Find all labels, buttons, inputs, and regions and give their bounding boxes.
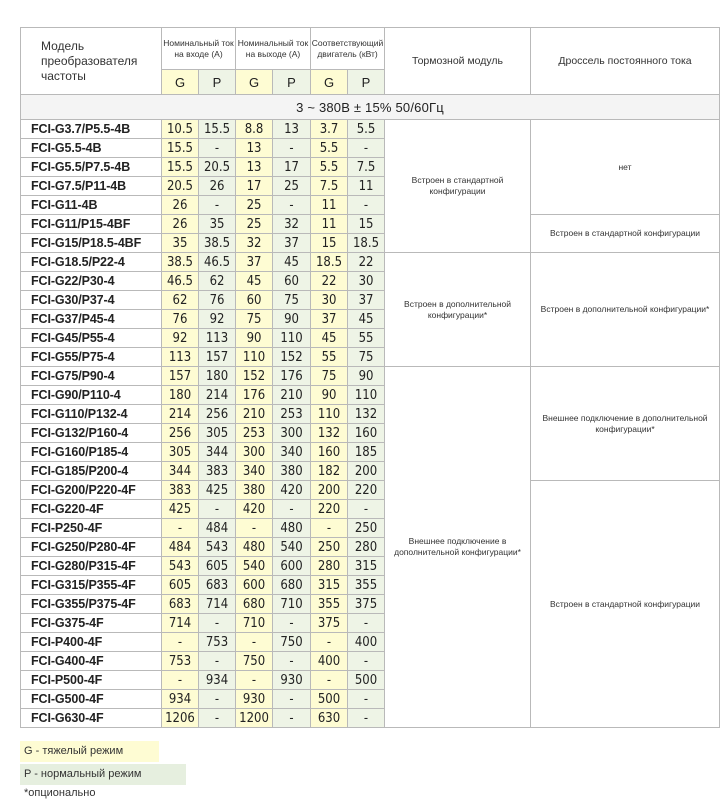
- header-motor-p: P: [348, 70, 385, 95]
- output-p-cell: -: [273, 652, 311, 671]
- model-cell: FCI-G37/P45-4: [21, 310, 162, 329]
- input-p-cell: -: [199, 500, 236, 519]
- input-g-cell: 62: [162, 291, 199, 310]
- output-g-cell: 110: [236, 348, 273, 367]
- motor-p-cell: 22: [348, 253, 385, 272]
- output-p-cell: 32: [273, 215, 311, 234]
- input-g-cell: 180: [162, 386, 199, 405]
- output-g-cell: 750: [236, 652, 273, 671]
- motor-g-cell: 45: [311, 329, 348, 348]
- motor-p-cell: 250: [348, 519, 385, 538]
- output-g-cell: 1200: [236, 709, 273, 728]
- motor-p-cell: 500: [348, 671, 385, 690]
- legend-g: G - тяжелый режим: [20, 741, 159, 762]
- output-g-cell: -: [236, 671, 273, 690]
- motor-g-cell: 280: [311, 557, 348, 576]
- motor-g-cell: 182: [311, 462, 348, 481]
- output-p-cell: -: [273, 690, 311, 709]
- output-g-cell: 152: [236, 367, 273, 386]
- output-p-cell: 110: [273, 329, 311, 348]
- input-p-cell: 92: [199, 310, 236, 329]
- input-p-cell: 15.5: [199, 120, 236, 139]
- output-p-cell: 37: [273, 234, 311, 253]
- header-model: Модель преобразователя частоты: [21, 28, 162, 95]
- output-p-cell: 540: [273, 538, 311, 557]
- output-g-cell: 45: [236, 272, 273, 291]
- output-g-cell: 13: [236, 139, 273, 158]
- input-p-cell: 20.5: [199, 158, 236, 177]
- output-g-cell: 13: [236, 158, 273, 177]
- header-input-current: Номинальный ток на входе (А): [162, 28, 236, 70]
- motor-p-cell: 110: [348, 386, 385, 405]
- output-g-cell: 253: [236, 424, 273, 443]
- input-p-cell: 256: [199, 405, 236, 424]
- output-p-cell: 90: [273, 310, 311, 329]
- motor-g-cell: -: [311, 671, 348, 690]
- input-p-cell: 157: [199, 348, 236, 367]
- motor-p-cell: -: [348, 196, 385, 215]
- output-p-cell: 13: [273, 120, 311, 139]
- model-cell: FCI-P250-4F: [21, 519, 162, 538]
- motor-g-cell: 7.5: [311, 177, 348, 196]
- model-cell: FCI-G220-4F: [21, 500, 162, 519]
- input-g-cell: 256: [162, 424, 199, 443]
- output-g-cell: 8.8: [236, 120, 273, 139]
- model-cell: FCI-P400-4F: [21, 633, 162, 652]
- input-p-cell: 934: [199, 671, 236, 690]
- output-g-cell: 680: [236, 595, 273, 614]
- output-p-cell: 45: [273, 253, 311, 272]
- output-g-cell: 17: [236, 177, 273, 196]
- motor-g-cell: 3.7: [311, 120, 348, 139]
- brake-group-cell: Встроен в дополнительной конфигурации*: [385, 253, 531, 367]
- table-row: [21, 367, 720, 386]
- brake-group-cell: Встроен в стандартной конфигурации: [385, 120, 531, 253]
- input-p-cell: -: [199, 139, 236, 158]
- choke-group-cell: Встроен в стандартной конфигурации: [531, 481, 720, 728]
- motor-p-cell: 5.5: [348, 120, 385, 139]
- motor-g-cell: 90: [311, 386, 348, 405]
- motor-g-cell: 220: [311, 500, 348, 519]
- model-cell: FCI-G7.5/P11-4B: [21, 177, 162, 196]
- output-g-cell: 340: [236, 462, 273, 481]
- motor-g-cell: 5.5: [311, 158, 348, 177]
- motor-p-cell: -: [348, 690, 385, 709]
- motor-g-cell: 355: [311, 595, 348, 614]
- motor-p-cell: 55: [348, 329, 385, 348]
- motor-g-cell: -: [311, 633, 348, 652]
- input-g-cell: 383: [162, 481, 199, 500]
- motor-g-cell: 630: [311, 709, 348, 728]
- header-input-p: P: [199, 70, 236, 95]
- output-p-cell: 680: [273, 576, 311, 595]
- model-cell: FCI-G630-4F: [21, 709, 162, 728]
- motor-g-cell: 11: [311, 196, 348, 215]
- model-cell: FCI-G500-4F: [21, 690, 162, 709]
- output-g-cell: 710: [236, 614, 273, 633]
- input-p-cell: 35: [199, 215, 236, 234]
- output-g-cell: 75: [236, 310, 273, 329]
- model-cell: FCI-G45/P55-4: [21, 329, 162, 348]
- input-p-cell: 305: [199, 424, 236, 443]
- model-cell: FCI-G55/P75-4: [21, 348, 162, 367]
- input-p-cell: 543: [199, 538, 236, 557]
- input-p-cell: 714: [199, 595, 236, 614]
- input-p-cell: 753: [199, 633, 236, 652]
- motor-g-cell: 160: [311, 443, 348, 462]
- model-cell: FCI-G15/P18.5-4BF: [21, 234, 162, 253]
- table-row: [21, 120, 720, 139]
- output-p-cell: 300: [273, 424, 311, 443]
- output-g-cell: 480: [236, 538, 273, 557]
- input-p-cell: 26: [199, 177, 236, 196]
- motor-p-cell: 315: [348, 557, 385, 576]
- motor-g-cell: 22: [311, 272, 348, 291]
- model-cell: FCI-G200/P220-4F: [21, 481, 162, 500]
- output-p-cell: 480: [273, 519, 311, 538]
- output-g-cell: 37: [236, 253, 273, 272]
- model-cell: FCI-G18.5/P22-4: [21, 253, 162, 272]
- motor-g-cell: 75: [311, 367, 348, 386]
- motor-g-cell: 11: [311, 215, 348, 234]
- input-p-cell: -: [199, 614, 236, 633]
- input-g-cell: 425: [162, 500, 199, 519]
- model-cell: FCI-G375-4F: [21, 614, 162, 633]
- table-row: [21, 215, 720, 234]
- output-p-cell: 930: [273, 671, 311, 690]
- input-p-cell: -: [199, 709, 236, 728]
- input-p-cell: 62: [199, 272, 236, 291]
- input-p-cell: 383: [199, 462, 236, 481]
- output-p-cell: 600: [273, 557, 311, 576]
- motor-p-cell: -: [348, 139, 385, 158]
- motor-g-cell: 315: [311, 576, 348, 595]
- output-p-cell: 340: [273, 443, 311, 462]
- motor-p-cell: 18.5: [348, 234, 385, 253]
- output-g-cell: 380: [236, 481, 273, 500]
- input-p-cell: 214: [199, 386, 236, 405]
- motor-p-cell: 75: [348, 348, 385, 367]
- motor-g-cell: 30: [311, 291, 348, 310]
- input-g-cell: 934: [162, 690, 199, 709]
- output-g-cell: -: [236, 633, 273, 652]
- motor-p-cell: 220: [348, 481, 385, 500]
- motor-g-cell: 132: [311, 424, 348, 443]
- output-g-cell: 210: [236, 405, 273, 424]
- input-p-cell: 484: [199, 519, 236, 538]
- motor-p-cell: 375: [348, 595, 385, 614]
- input-p-cell: 683: [199, 576, 236, 595]
- input-p-cell: 46.5: [199, 253, 236, 272]
- motor-p-cell: 37: [348, 291, 385, 310]
- motor-g-cell: 37: [311, 310, 348, 329]
- output-p-cell: -: [273, 139, 311, 158]
- input-g-cell: 10.5: [162, 120, 199, 139]
- motor-p-cell: 30: [348, 272, 385, 291]
- output-p-cell: 750: [273, 633, 311, 652]
- voltage-row: 3 ~ 380В ± 15% 50/60Гц: [21, 95, 720, 120]
- motor-p-cell: 90: [348, 367, 385, 386]
- motor-p-cell: 185: [348, 443, 385, 462]
- motor-g-cell: 400: [311, 652, 348, 671]
- model-cell: FCI-G250/P280-4F: [21, 538, 162, 557]
- input-g-cell: 683: [162, 595, 199, 614]
- motor-g-cell: 110: [311, 405, 348, 424]
- header-motor-g: G: [311, 70, 348, 95]
- model-cell: FCI-G30/P37-4: [21, 291, 162, 310]
- spec-table: [20, 27, 720, 728]
- motor-g-cell: -: [311, 519, 348, 538]
- motor-p-cell: -: [348, 500, 385, 519]
- output-p-cell: 380: [273, 462, 311, 481]
- input-p-cell: 605: [199, 557, 236, 576]
- motor-g-cell: 500: [311, 690, 348, 709]
- motor-p-cell: 160: [348, 424, 385, 443]
- output-p-cell: -: [273, 614, 311, 633]
- input-g-cell: 15.5: [162, 139, 199, 158]
- input-p-cell: -: [199, 652, 236, 671]
- motor-g-cell: 200: [311, 481, 348, 500]
- model-cell: FCI-G5.5/P7.5-4B: [21, 158, 162, 177]
- output-p-cell: 60: [273, 272, 311, 291]
- motor-p-cell: 11: [348, 177, 385, 196]
- output-p-cell: 152: [273, 348, 311, 367]
- input-g-cell: 46.5: [162, 272, 199, 291]
- motor-p-cell: 7.5: [348, 158, 385, 177]
- model-cell: FCI-G3.7/P5.5-4B: [21, 120, 162, 139]
- choke-group-cell: Встроен в дополнительной конфигурации*: [531, 253, 720, 367]
- input-g-cell: -: [162, 633, 199, 652]
- output-p-cell: -: [273, 500, 311, 519]
- output-p-cell: -: [273, 196, 311, 215]
- choke-group-cell: нет: [531, 120, 720, 215]
- output-g-cell: 25: [236, 196, 273, 215]
- input-g-cell: 344: [162, 462, 199, 481]
- model-cell: FCI-G5.5-4B: [21, 139, 162, 158]
- output-g-cell: 25: [236, 215, 273, 234]
- model-cell: FCI-G280/P315-4F: [21, 557, 162, 576]
- input-g-cell: 92: [162, 329, 199, 348]
- output-p-cell: 210: [273, 386, 311, 405]
- output-g-cell: 90: [236, 329, 273, 348]
- output-p-cell: 75: [273, 291, 311, 310]
- motor-p-cell: 355: [348, 576, 385, 595]
- input-g-cell: 26: [162, 215, 199, 234]
- output-g-cell: 176: [236, 386, 273, 405]
- output-p-cell: 176: [273, 367, 311, 386]
- model-cell: FCI-G315/P355-4F: [21, 576, 162, 595]
- legend-p: P - нормальный режим: [20, 764, 186, 785]
- input-p-cell: -: [199, 690, 236, 709]
- model-cell: FCI-G355/P375-4F: [21, 595, 162, 614]
- motor-g-cell: 18.5: [311, 253, 348, 272]
- input-g-cell: 543: [162, 557, 199, 576]
- input-g-cell: 157: [162, 367, 199, 386]
- motor-p-cell: 132: [348, 405, 385, 424]
- input-p-cell: 344: [199, 443, 236, 462]
- input-g-cell: 484: [162, 538, 199, 557]
- input-g-cell: 113: [162, 348, 199, 367]
- motor-p-cell: -: [348, 652, 385, 671]
- model-cell: FCI-G132/P160-4: [21, 424, 162, 443]
- input-p-cell: 76: [199, 291, 236, 310]
- output-g-cell: 420: [236, 500, 273, 519]
- motor-p-cell: -: [348, 614, 385, 633]
- model-cell: FCI-G400-4F: [21, 652, 162, 671]
- input-g-cell: 605: [162, 576, 199, 595]
- input-g-cell: 26: [162, 196, 199, 215]
- motor-p-cell: -: [348, 709, 385, 728]
- table-row: [21, 253, 720, 272]
- input-g-cell: 15.5: [162, 158, 199, 177]
- motor-g-cell: 55: [311, 348, 348, 367]
- output-g-cell: 600: [236, 576, 273, 595]
- output-g-cell: 60: [236, 291, 273, 310]
- output-g-cell: 32: [236, 234, 273, 253]
- motor-g-cell: 15: [311, 234, 348, 253]
- input-g-cell: 76: [162, 310, 199, 329]
- choke-group-cell: Внешнее подключение в дополнительной конфигурации*: [531, 367, 720, 481]
- output-p-cell: 17: [273, 158, 311, 177]
- output-p-cell: 420: [273, 481, 311, 500]
- input-p-cell: 38.5: [199, 234, 236, 253]
- input-g-cell: 305: [162, 443, 199, 462]
- header-brake: Тормозной модуль: [385, 28, 531, 95]
- model-cell: FCI-P500-4F: [21, 671, 162, 690]
- motor-g-cell: 375: [311, 614, 348, 633]
- model-cell: FCI-G11-4B: [21, 196, 162, 215]
- header-output-g: G: [236, 70, 273, 95]
- input-g-cell: -: [162, 671, 199, 690]
- header-output-current: Номинальный ток на выходе (А): [236, 28, 311, 70]
- input-g-cell: 38.5: [162, 253, 199, 272]
- output-g-cell: 930: [236, 690, 273, 709]
- motor-p-cell: 200: [348, 462, 385, 481]
- header-output-p: P: [273, 70, 311, 95]
- output-p-cell: 710: [273, 595, 311, 614]
- output-p-cell: -: [273, 709, 311, 728]
- input-g-cell: 35: [162, 234, 199, 253]
- output-g-cell: 540: [236, 557, 273, 576]
- model-cell: FCI-G11/P15-4BF: [21, 215, 162, 234]
- output-p-cell: 25: [273, 177, 311, 196]
- legend-note: *опционально: [24, 787, 96, 799]
- input-g-cell: 714: [162, 614, 199, 633]
- brake-group-cell: Внешнее подключение в дополнительной конфигурации*: [385, 367, 531, 728]
- motor-g-cell: 250: [311, 538, 348, 557]
- output-g-cell: -: [236, 519, 273, 538]
- motor-p-cell: 280: [348, 538, 385, 557]
- input-g-cell: 20.5: [162, 177, 199, 196]
- input-p-cell: 180: [199, 367, 236, 386]
- output-g-cell: 300: [236, 443, 273, 462]
- motor-g-cell: 5.5: [311, 139, 348, 158]
- motor-p-cell: 45: [348, 310, 385, 329]
- model-cell: FCI-G110/P132-4: [21, 405, 162, 424]
- input-g-cell: 753: [162, 652, 199, 671]
- model-cell: FCI-G75/P90-4: [21, 367, 162, 386]
- model-cell: FCI-G185/P200-4: [21, 462, 162, 481]
- spec-table-wrap: [20, 27, 720, 728]
- input-g-cell: 1206: [162, 709, 199, 728]
- output-p-cell: 253: [273, 405, 311, 424]
- input-p-cell: -: [199, 196, 236, 215]
- header-choke: Дроссель постоянного тока: [531, 28, 720, 95]
- motor-p-cell: 15: [348, 215, 385, 234]
- model-cell: FCI-G160/P185-4: [21, 443, 162, 462]
- choke-group-cell: Встроен в стандартной конфигурации: [531, 215, 720, 253]
- input-g-cell: 214: [162, 405, 199, 424]
- header-input-g: G: [162, 70, 199, 95]
- input-g-cell: -: [162, 519, 199, 538]
- model-cell: FCI-G22/P30-4: [21, 272, 162, 291]
- table-row: [21, 481, 720, 500]
- header-motor: Соответствующий двигатель (кВт): [311, 28, 385, 70]
- model-cell: FCI-G90/P110-4: [21, 386, 162, 405]
- motor-p-cell: 400: [348, 633, 385, 652]
- input-p-cell: 425: [199, 481, 236, 500]
- input-p-cell: 113: [199, 329, 236, 348]
